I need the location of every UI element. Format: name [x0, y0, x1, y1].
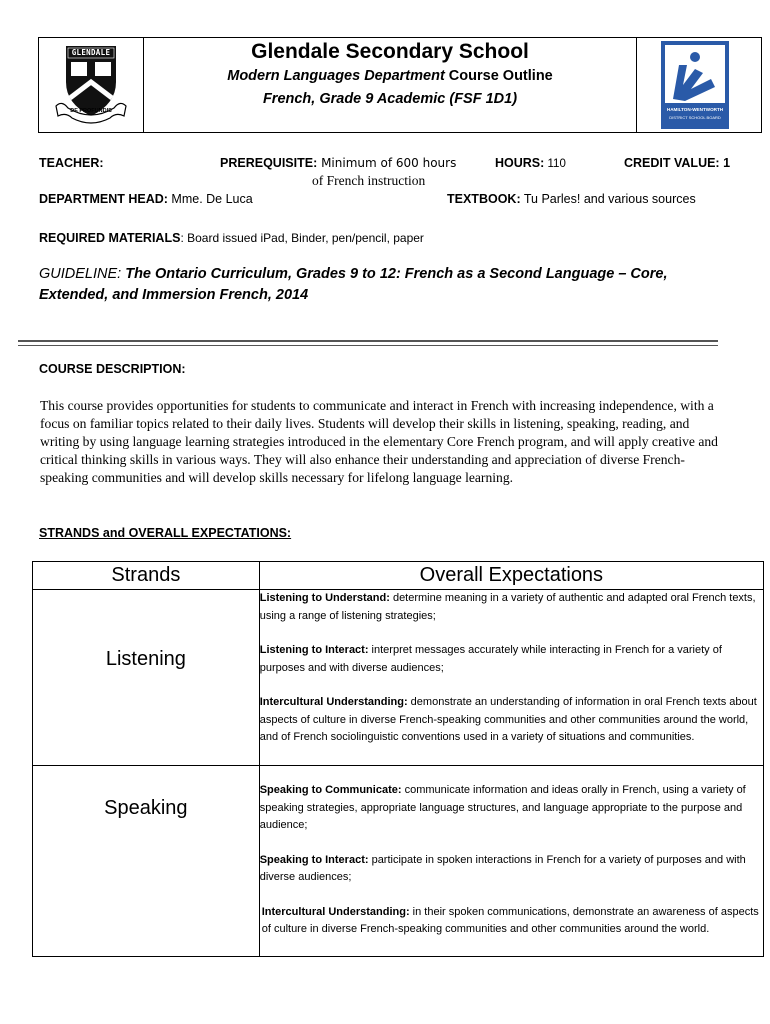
section-divider	[18, 340, 718, 342]
hours-value: 110	[544, 158, 566, 170]
course-outline-label: Course Outline	[444, 68, 553, 84]
guideline	[39, 264, 729, 306]
expectation-text: interpret messages accurately while interacting in French for a variety of purposes and with diverse audiences;	[259, 644, 722, 674]
column-header-expectations: Overall Expectations	[259, 562, 763, 590]
guideline-text: The Ontario Curriculum, Grades 9 to 12: French as a Second Language – Core, Extended, and Immersion French, 2014	[39, 266, 668, 303]
prerequisite-line	[220, 156, 456, 170]
expectation-title: Listening to Understand:	[259, 592, 390, 604]
hours-label: HOURS:	[495, 156, 545, 170]
strand-cell	[33, 590, 260, 766]
expectations-cell	[259, 590, 763, 766]
hours-line	[495, 156, 566, 170]
school-name-title: Glendale Secondary School	[251, 40, 529, 63]
credit-value: CREDIT VALUE: 1	[624, 156, 731, 170]
strands-table	[32, 561, 764, 957]
expectation-item	[260, 904, 763, 939]
expectation-item	[260, 694, 763, 747]
board-logo-subtitle: DISTRICT SCHOOL BOARD	[669, 115, 721, 120]
header-divider-right	[636, 37, 637, 133]
textbook-line	[447, 192, 696, 206]
required-materials-label: REQUIRED MATERIALS	[39, 231, 181, 245]
expectation-text: in their spoken communications, demonstrate an awareness of aspects of culture in diverse French-speaking communities and other communities around the world.	[261, 905, 759, 935]
department-head-value: Mme. De Luca	[167, 192, 253, 206]
table-row	[33, 590, 764, 766]
prerequisite-value: Minimum of 600 hours	[317, 156, 457, 170]
strands-heading: STRANDS and OVERALL EXPECTATIONS:	[39, 526, 292, 540]
teacher-label: TEACHER:	[39, 156, 104, 170]
department-line	[144, 68, 636, 84]
expectation-text: participate in spoken interactions in French for a variety of purposes and with diverse audiences;	[259, 853, 746, 883]
expectation-item	[260, 590, 763, 625]
required-materials-line	[39, 231, 424, 245]
expectation-item	[260, 642, 763, 677]
course-description-heading: COURSE DESCRIPTION:	[39, 362, 186, 376]
strand-cell	[33, 766, 260, 957]
course-description-body: This course provides opportunities for students to communicate and interact in French with increasing independence, with a focus on familiar topics related to their daily lives. Students will develop their skills in listening, speaking, reading, and writing by using language learning strategies introduced in the elementary Core French program, and will apply creative and critical thinking skills in various ways. They will also enhance their understanding and appreciation of diverse French-speaking communities and will develop skills necessary for lifelong language learning.	[40, 398, 718, 485]
required-materials-value: : Board issued iPad, Binder, pen/pencil, paper	[180, 231, 424, 245]
column-header-strands: Strands	[33, 562, 260, 590]
expectation-title: Intercultural Understanding:	[259, 696, 408, 708]
expectations-cell	[259, 766, 763, 957]
section-divider-thin	[18, 345, 718, 346]
course-title: French, Grade 9 Academic (FSF 1D1)	[262, 91, 518, 107]
expectation-title: Speaking to Interact:	[259, 853, 369, 866]
prerequisite-label: PREREQUISITE:	[220, 156, 318, 170]
crest-school-text: GLENDALE	[71, 48, 111, 57]
strand-name: Speaking	[104, 797, 188, 819]
school-crest-logo	[52, 42, 130, 126]
expectation-item	[260, 782, 763, 835]
department-name: Modern Languages Department	[227, 68, 445, 84]
guideline-label: GUIDELINE:	[39, 266, 122, 282]
expectation-title: Intercultural Understanding:	[261, 905, 410, 918]
expectation-text: demonstrate an understanding of information in oral French texts about aspects of culture in diverse French-speaking communities and other communities around the world, and of French sociolinguistic conventions used in a variety of situations and communities.	[259, 696, 757, 743]
department-head-line	[39, 192, 253, 206]
board-logo-name: HAMILTON-WENTWORTH	[666, 107, 724, 112]
strand-name: Listening	[105, 648, 186, 670]
textbook-value: Tu Parles! and various sources	[520, 192, 696, 206]
prerequisite-value-cont: of French instruction	[312, 173, 426, 188]
department-head-label: DEPARTMENT HEAD:	[39, 192, 168, 206]
expectation-title: Speaking to Communicate:	[259, 784, 402, 796]
expectation-title: Listening to Interact:	[259, 644, 369, 656]
expectation-text: communicate information and ideas orally in French, using a variety of speaking strategies, appropriate language structures, and language appropriate to the purpose and audience;	[259, 784, 746, 831]
table-row	[33, 766, 764, 957]
textbook-label: TEXTBOOK:	[447, 192, 521, 206]
crest-motto-text: DE PROFUNDIS	[70, 108, 112, 114]
table-header-row	[33, 562, 764, 590]
expectation-item	[260, 852, 763, 887]
school-board-logo	[655, 39, 735, 131]
expectation-text: determine meaning in a variety of authentic and adapted oral French texts, using a range of listening strategies;	[259, 592, 756, 622]
